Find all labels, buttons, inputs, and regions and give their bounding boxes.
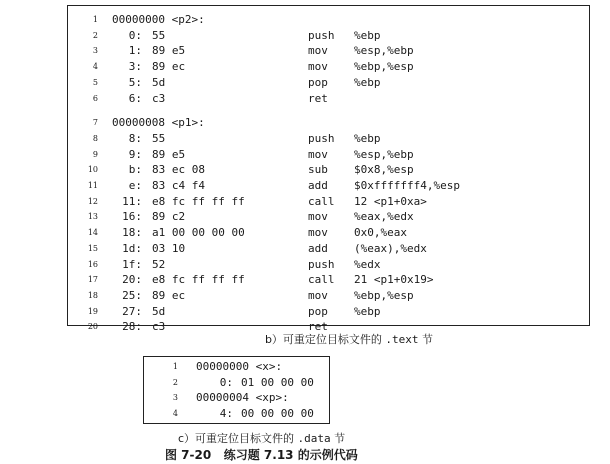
- instruction-offset: 3:: [128, 60, 142, 74]
- mnemonic: call: [308, 273, 335, 287]
- instruction-offset: 11:: [122, 194, 142, 208]
- line-number: 3: [92, 46, 98, 56]
- mnemonic: mov: [308, 226, 328, 240]
- text-section-listing: [67, 5, 590, 334]
- instruction-offset: 4:: [219, 406, 233, 420]
- mnemonic: add: [308, 241, 328, 255]
- instruction-offset: 9:: [128, 147, 142, 161]
- operands: %ebp: [354, 131, 381, 145]
- instruction-offset: 27:: [122, 304, 142, 318]
- instruction-offset: 20:: [122, 273, 142, 287]
- mnemonic: add: [308, 179, 328, 192]
- line-number: 13: [87, 212, 98, 222]
- listing-row: [68, 59, 589, 75]
- listing-row: [68, 241, 589, 257]
- machine-code-bytes: 89 e5: [152, 147, 186, 161]
- data-section-listing: [143, 356, 330, 424]
- listing-row: [68, 209, 589, 225]
- listing-row: [68, 115, 589, 131]
- instruction-offset: 1d:: [122, 241, 142, 255]
- listing-row: [144, 359, 329, 375]
- listing-row: [68, 75, 589, 91]
- line-number: 3: [172, 393, 178, 402]
- line-number: 5: [92, 77, 98, 87]
- operands: %ebp,%esp: [354, 288, 414, 302]
- instruction-offset: 18:: [122, 226, 142, 240]
- mnemonic: push: [308, 28, 335, 42]
- machine-code-bytes: 5d: [152, 75, 166, 89]
- instruction-offset: 16:: [122, 210, 142, 224]
- machine-code-bytes: a1 00 00 00 00: [152, 226, 245, 240]
- operands: %edx: [354, 257, 381, 271]
- listing-row: [144, 406, 329, 422]
- operands: $0xfffffff4,%esp: [354, 179, 460, 192]
- mnemonic: push: [308, 257, 335, 271]
- line-number: 8: [92, 133, 98, 143]
- symbol-label: 00000008 <p1>:: [112, 116, 205, 130]
- mnemonic: mov: [308, 44, 328, 58]
- line-number: 10: [87, 165, 98, 175]
- mnemonic: mov: [308, 210, 328, 224]
- listing-row: [68, 131, 589, 147]
- listing-row: [144, 390, 329, 406]
- operands: %esp,%ebp: [354, 147, 414, 161]
- operands: (%eax),%edx: [354, 241, 427, 255]
- machine-code-bytes: c3: [152, 91, 166, 105]
- listing-row: [68, 147, 589, 163]
- operands: %ebp,%esp: [354, 60, 414, 74]
- machine-code-bytes: 00 00 00 00: [241, 406, 314, 420]
- instruction-offset: 28:: [122, 320, 142, 334]
- machine-code-bytes: 55: [152, 28, 166, 42]
- line-number: 12: [87, 196, 98, 206]
- operands: $0x8,%esp: [354, 163, 414, 177]
- text-section-caption: b）可重定位目标文件的 .text 节: [264, 333, 434, 346]
- machine-code-bytes: 5d: [152, 304, 166, 318]
- instruction-offset: 0:: [128, 28, 142, 42]
- operands: %ebp: [354, 304, 381, 318]
- machine-code-bytes: 89 ec: [152, 60, 186, 74]
- machine-code-bytes: 89 ec: [152, 288, 186, 302]
- line-number: 1: [172, 362, 178, 371]
- instruction-offset: 25:: [122, 288, 142, 302]
- symbol-label: 00000004 <xp>:: [196, 391, 289, 404]
- mnemonic: mov: [308, 60, 328, 74]
- line-number: 4: [172, 408, 178, 418]
- machine-code-bytes: 83 c4 f4: [152, 179, 205, 192]
- operands: %esp,%ebp: [354, 44, 414, 58]
- listing-row: [68, 304, 589, 320]
- line-number: 2: [92, 30, 98, 40]
- machine-code-bytes: c3: [152, 320, 166, 334]
- mnemonic: ret: [308, 320, 328, 334]
- operands: %ebp: [354, 28, 381, 42]
- machine-code-bytes: 89 c2: [152, 210, 186, 224]
- listing-row: [68, 178, 589, 194]
- machine-code-bytes: 89 e5: [152, 44, 186, 58]
- line-number: 17: [87, 275, 98, 285]
- line-number: 11: [87, 181, 98, 190]
- listing-row: [144, 375, 329, 391]
- listing-row: [68, 257, 589, 273]
- line-number: 6: [92, 93, 98, 103]
- operands: 0x0,%eax: [354, 226, 407, 240]
- line-number: 14: [87, 228, 98, 238]
- machine-code-bytes: 83 ec 08: [152, 163, 205, 177]
- operands: 12 <p1+0xa>: [354, 194, 427, 208]
- instruction-offset: b:: [128, 163, 142, 177]
- mnemonic: pop: [308, 304, 328, 318]
- mnemonic: ret: [308, 91, 328, 105]
- line-number: 15: [87, 243, 98, 253]
- symbol-label: 00000000 <p2>:: [112, 13, 205, 26]
- listing-row: [68, 91, 589, 107]
- machine-code-bytes: 55: [152, 131, 166, 145]
- machine-code-bytes: 52: [152, 257, 166, 271]
- machine-code-bytes: 03 10: [152, 241, 186, 255]
- listing-row: [68, 288, 589, 304]
- line-number: 4: [92, 62, 98, 72]
- instruction-offset: 5:: [128, 75, 142, 89]
- line-number: 19: [87, 306, 98, 316]
- mnemonic: pop: [308, 75, 328, 89]
- listing-row: [68, 43, 589, 59]
- instruction-offset: 0:: [219, 375, 233, 389]
- operands: 21 <p1+0x19>: [354, 273, 434, 287]
- instruction-offset: 8:: [128, 131, 142, 145]
- listing-row: [68, 194, 589, 210]
- instruction-offset: 1:: [128, 44, 142, 58]
- listing-row: [68, 272, 589, 288]
- listing-row: [68, 225, 589, 241]
- mnemonic: sub: [308, 163, 328, 177]
- line-number: 7: [92, 118, 98, 128]
- symbol-label: 00000000 <x>:: [196, 360, 283, 373]
- line-number: 16: [87, 259, 98, 269]
- line-number: 2: [172, 377, 178, 387]
- line-number: 9: [92, 149, 98, 159]
- listing-row: [68, 28, 589, 44]
- line-number: 18: [87, 290, 98, 300]
- listing-row: [68, 162, 589, 178]
- listing-row: [68, 12, 589, 28]
- machine-code-bytes: 01 00 00 00: [241, 375, 314, 389]
- instruction-offset: 1f:: [122, 257, 142, 271]
- mnemonic: mov: [308, 147, 328, 161]
- mnemonic: push: [308, 131, 335, 145]
- instruction-offset: 6:: [128, 91, 142, 105]
- line-number: 20: [87, 322, 98, 332]
- machine-code-bytes: e8 fc ff ff ff: [152, 273, 245, 287]
- mnemonic: mov: [308, 288, 328, 302]
- machine-code-bytes: e8 fc ff ff ff: [152, 194, 245, 208]
- operands: %eax,%edx: [354, 210, 414, 224]
- operands: %ebp: [354, 75, 381, 89]
- instruction-offset: e:: [128, 179, 142, 192]
- line-number: 1: [92, 15, 98, 24]
- mnemonic: call: [308, 194, 335, 208]
